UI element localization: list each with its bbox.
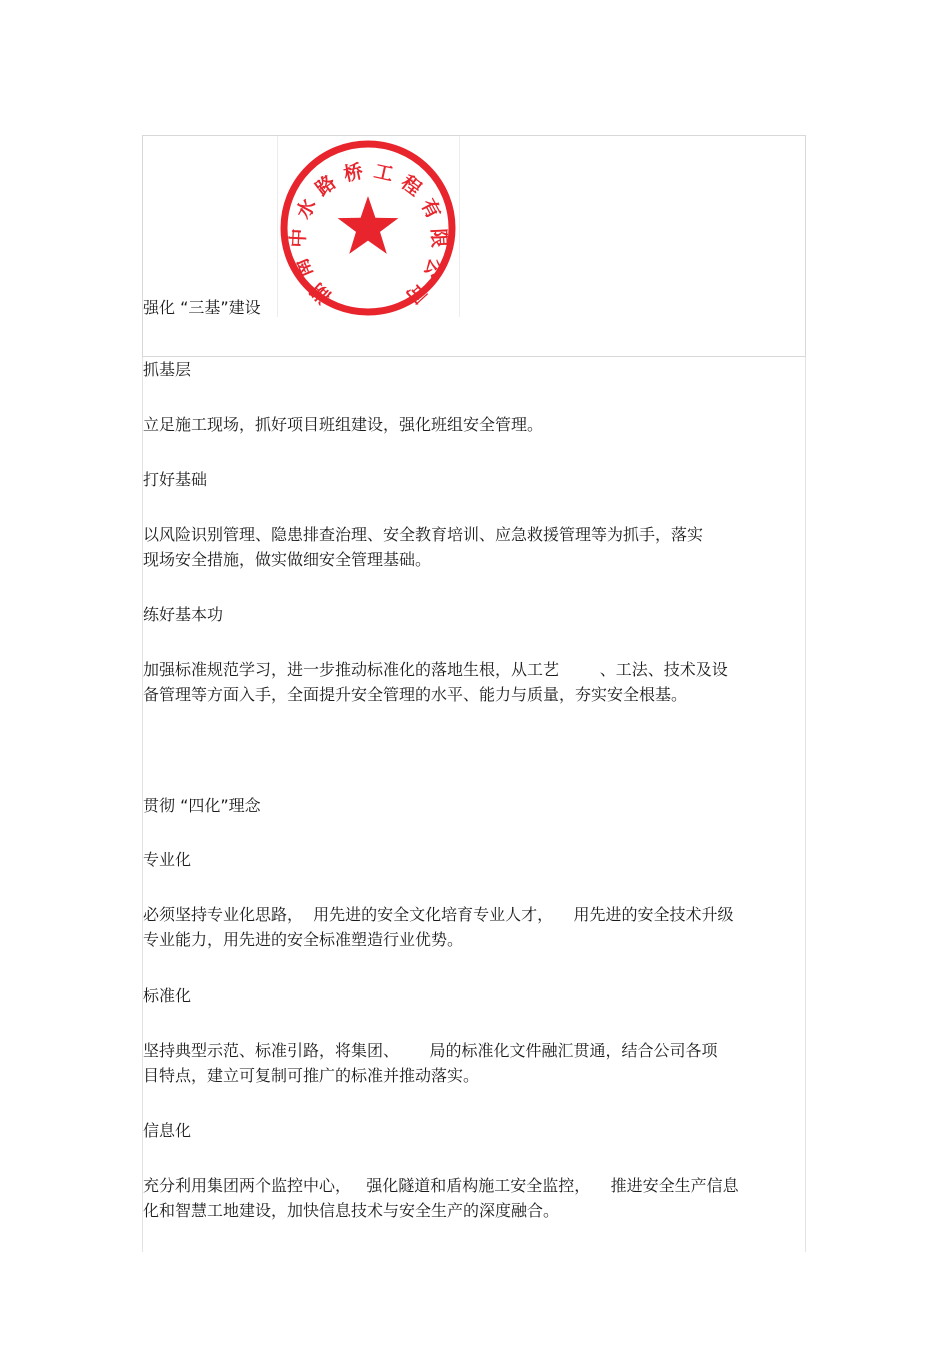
paragraph-standardization-line1: 坚持典型示范、标准引路，将集团、 局的标准化文件融汇贯通，结合公司各项 xyxy=(143,1041,718,1060)
section-title-grassroots: 抓基层 xyxy=(143,360,192,379)
paragraph-grassroots: 立足施工现场，抓好项目班组建设，强化班组安全管理。 xyxy=(143,415,544,434)
paragraph-foundation-line2: 现场安全措施，做实做细安全管理基础。 xyxy=(143,550,432,569)
paragraph-professionalization-line1: 必须坚持专业化思路， 用先进的安全文化培育专业人才， 用先进的安全技术升级 xyxy=(143,905,734,924)
paragraph-informatization-line2: 化和智慧工地建设，加快信息技术与安全生产的深度融合。 xyxy=(143,1201,560,1220)
seal-svg xyxy=(278,136,459,317)
section-title-informatization: 信息化 xyxy=(143,1121,192,1140)
paragraph-basic-skills-line1: 加强标准规范学习，进一步推动标准化的落地生根，从工艺 、工法、技术及设 xyxy=(143,660,728,679)
company-seal-stamp xyxy=(277,136,460,317)
paragraph-informatization-line1: 充分利用集团两个监控中心， 强化隧道和盾构施工安全监控， 推进安全生产信息 xyxy=(143,1176,739,1195)
section-title-basic-skills: 练好基本功 xyxy=(143,605,224,624)
paragraph-professionalization-line2: 专业能力，用先进的安全标准塑造行业优势。 xyxy=(143,930,464,949)
section-title-standardization: 标准化 xyxy=(143,986,192,1005)
seal-star-icon xyxy=(338,196,399,254)
paragraph-basic-skills-line2: 备管理等方面入手，全面提升安全管理的水平、能力与质量，夯实安全根基。 xyxy=(143,685,688,704)
paragraph-standardization-line2: 目特点，建立可复制可推广的标准并推动落实。 xyxy=(143,1066,480,1085)
heading-three-basics: 强化 “三基”建设 xyxy=(143,298,261,317)
paragraph-foundation-line1: 以风险识别管理、隐患排查治理、安全教育培训、应急救援管理等为抓手，落实 xyxy=(143,525,704,544)
header-table-frame xyxy=(142,135,806,357)
heading-four-principles: 贯彻 “四化”理念 xyxy=(143,796,261,815)
section-title-foundation: 打好基础 xyxy=(143,470,208,489)
seal-text: 湖南中水路桥工程有限公司 xyxy=(287,160,450,308)
section-title-professionalization: 专业化 xyxy=(143,850,192,869)
